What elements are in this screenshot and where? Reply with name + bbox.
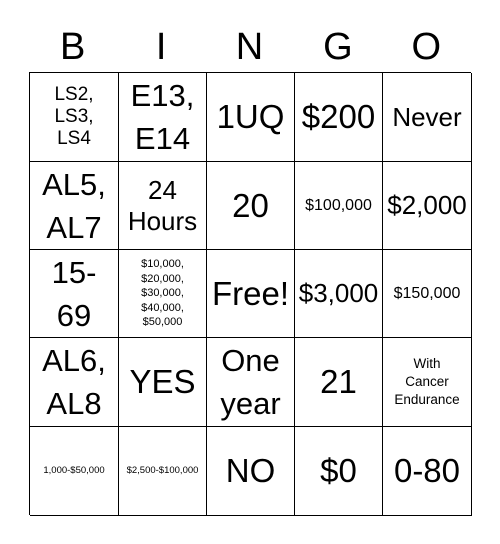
bingo-cell-r5-c5[interactable]: 0-80 xyxy=(383,427,472,516)
bingo-cell-r2-c1[interactable]: AL5, AL7 xyxy=(30,162,119,250)
header-letter-n: N xyxy=(235,26,265,68)
bingo-cell-r5-c3[interactable]: NO xyxy=(207,427,295,516)
bingo-cell-r2-c5[interactable]: $2,000 xyxy=(383,162,472,250)
bingo-cell-r4-c5[interactable]: With Cancer Endurance xyxy=(383,338,472,427)
bingo-cell-r2-c2[interactable]: 24 Hours xyxy=(119,162,207,250)
bingo-cell-r3-c3[interactable]: Free! xyxy=(207,250,295,338)
bingo-cell-r3-c2[interactable]: $10,000, $20,000, $30,000, $40,000, $50,000 xyxy=(119,250,207,338)
bingo-header xyxy=(29,22,471,72)
header-letter-o: O xyxy=(411,26,443,68)
bingo-cell-r4-c1[interactable]: AL6, AL8 xyxy=(30,338,119,427)
bingo-cell-r5-c2[interactable]: $2,500-$100,000 xyxy=(119,427,207,516)
header-letter-g: G xyxy=(323,26,354,68)
bingo-cell-r1-c2[interactable]: E13, E14 xyxy=(119,73,207,162)
bingo-cell-r1-c1[interactable]: LS2, LS3, LS4 xyxy=(30,73,119,162)
bingo-cell-r4-c4[interactable]: 21 xyxy=(295,338,383,427)
bingo-cell-r1-c3[interactable]: 1UQ xyxy=(207,73,295,162)
bingo-cell-r2-c4[interactable]: $100,000 xyxy=(295,162,383,250)
bingo-cell-r4-c2[interactable]: YES xyxy=(119,338,207,427)
bingo-cell-r5-c4[interactable]: $0 xyxy=(295,427,383,516)
bingo-cell-r2-c3[interactable]: 20 xyxy=(207,162,295,250)
bingo-cell-r1-c5[interactable]: Never xyxy=(383,73,472,162)
bingo-cell-r4-c3[interactable]: One year xyxy=(207,338,295,427)
bingo-cell-r3-c4[interactable]: $3,000 xyxy=(295,250,383,338)
bingo-cell-r3-c5[interactable]: $150,000 xyxy=(383,250,472,338)
bingo-cell-r3-c1[interactable]: 15- 69 xyxy=(30,250,119,338)
header-letter-b: B xyxy=(60,26,87,68)
bingo-cell-r5-c1[interactable]: 1,000-$50,000 xyxy=(30,427,119,516)
bingo-card-grid xyxy=(29,72,471,515)
bingo-cell-r1-c4[interactable]: $200 xyxy=(295,73,383,162)
header-letter-i: I xyxy=(155,26,168,68)
